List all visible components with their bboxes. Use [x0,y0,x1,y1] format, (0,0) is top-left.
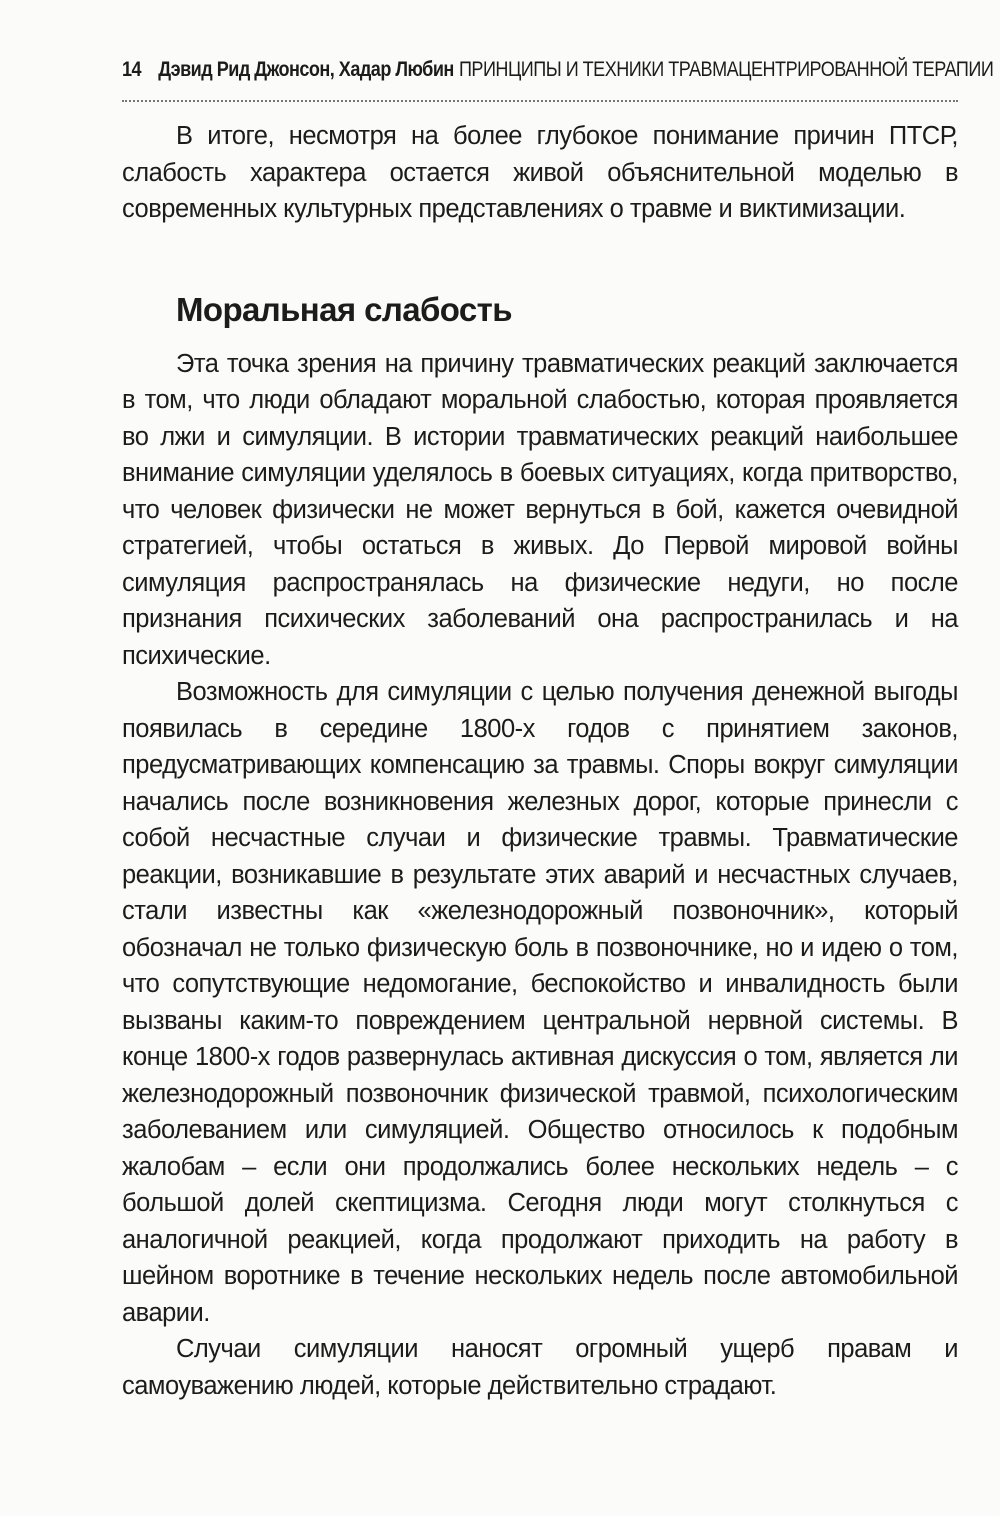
page-body [122,118,958,1404]
section-heading: Моральная слабость [176,290,512,328]
header-book-title: ПРИНЦИПЫ И ТЕХНИКИ ТРАВМАЦЕНТРИРОВАННОЙ ТЕРАПИИ [458,58,994,81]
page-number: 14 [122,58,142,81]
intro-paragraph: В итоге, несмотря на более глубокое понимание причин ПТСР, слабость характера остается живой объяснительной моделью в современных культурных представлениях о травме и виктимизации. [122,122,958,223]
header-authors: Дэвид Рид Джонсон, Хадар Любин [158,58,454,81]
body-paragraph: Возможность для симуляции с целью получения денежной выгоды появилась в середине 1800-х годов с принятием законов, предусматривающих компенсацию за травмы. Споры вокруг симуляции начались после возникновения железных дорог, которые принесли с собой несчастные случаи и физические травмы. Травматические реакции, возникавшие в результате этих аварий и несчастных случаев, стали известны как «железнодорожный позвоночник», который обозначал не только физическую боль в позвоночнике, но и идею о том, что сопутствующие недомогание, беспокойство и инвалидность были вызваны каким-то повреждением центральной нервной системы. В конце 1800-х годов развернулась активная дискуссия о том, является ли железнодорожный позвоночник физической травмой, психологическим заболеванием или симуляцией. Общество относилось к подобным жалобам – если они продолжались более нескольких недель – с большой долей скептицизма. Сегодня люди могут столкнуться с аналогичной реакцией, когда продолжают приходить на работу в шейном воротнике в течение нескольких недель после автомобильной аварии. [122,678,958,1327]
running-header [122,58,994,98]
body-paragraph: Эта точка зрения на причину травматических реакций заключается в том, что люди обладают моральной слабостью, которая проявляется во лжи и симуляции. В истории травматических реакций наибольшее внимание симуляции уделялось в боевых ситуациях, когда притворство, что человек физически не может вернуться в бой, кажется очевидной стратегией, чтобы остаться в живых. До Первой мировой войны симуляция распространялась на физические недуги, но после признания психических заболеваний она распространилась и на психические. [122,349,958,670]
header-dotted-rule [122,100,958,102]
body-paragraph: Случаи симуляции наносят огромный ущерб правам и самоуважению людей, которые действительно страдают. [122,1335,958,1400]
